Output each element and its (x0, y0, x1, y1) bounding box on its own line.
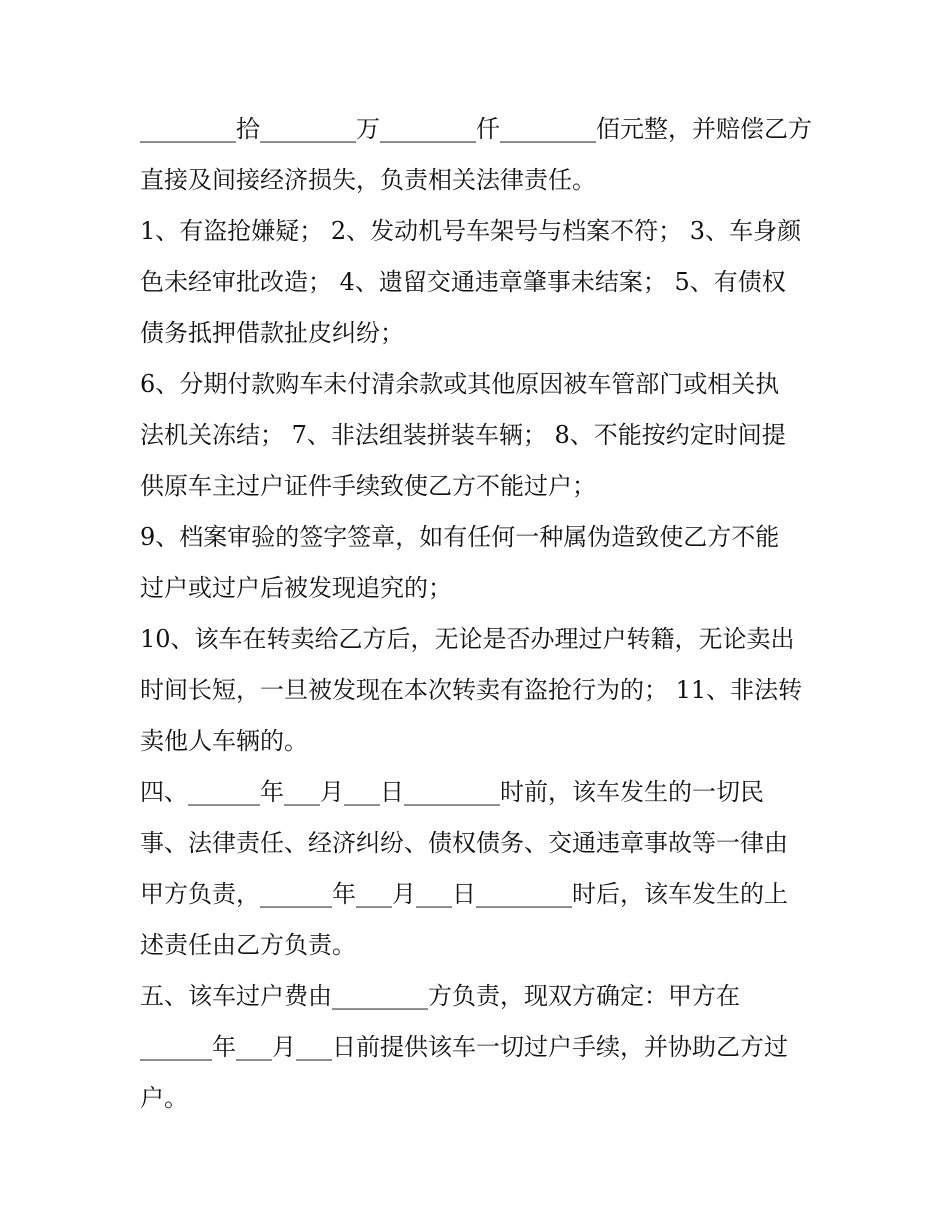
text-line: 事、法律责任、经济纠纷、债权债务、交通违章事故等一律由 (140, 829, 788, 857)
text-line: 9、档案审验的签字签章，如有任何一种属伪造致使乙方不能 (140, 523, 780, 551)
text-line: 过户或过户后被发现追究的； (140, 574, 452, 602)
text-line: 卖他人车辆的。 (140, 727, 308, 755)
text-line: 色未经审批改造； 4、遗留交通违章肇事未结案； 5、有债权 (140, 268, 786, 296)
text-line: 述责任由乙方负责。 (140, 931, 356, 959)
text-line: 五、该车过户费由________方负责，现双方确定：甲方在 (140, 982, 740, 1010)
text-line: ______年___月___日前提供该车一切过户手续，并协助乙方过 (140, 1033, 788, 1061)
text-line: 甲方负责，______年___月___日________时后，该车发生的上 (140, 880, 788, 908)
text-line: 10、该车在转卖给乙方后，无论是否办理过户转籍，无论卖出 (140, 625, 795, 653)
text-line: 6、分期付款购车未付清余款或其他原因被车管部门或相关执 (140, 370, 780, 398)
text-line: 直接及间接经济损失，负责相关法律责任。 (140, 166, 596, 194)
text-line: ________拾________万________仟________佰元整，并赔偿乙方 (140, 115, 812, 143)
text-line: 户。 (140, 1084, 188, 1112)
text-line: 债务抵押借款扯皮纠纷； (140, 319, 404, 347)
text-line: 供原车主过户证件手续致使乙方不能过户； (140, 472, 596, 500)
text-line: 四、______年___月___日________时前，该车发生的一切民 (140, 778, 764, 806)
text-line: 法机关冻结； 7、非法组装拼装车辆； 8、不能按约定时间提 (140, 421, 786, 449)
text-line: 时间长短，一旦被发现在本次转卖有盗抢行为的； 11、非法转 (140, 676, 803, 704)
text-line: 1、有盗抢嫌疑； 2、发动机号车架号与档案不符； 3、车身颜 (140, 217, 802, 245)
document-body (140, 104, 820, 1124)
